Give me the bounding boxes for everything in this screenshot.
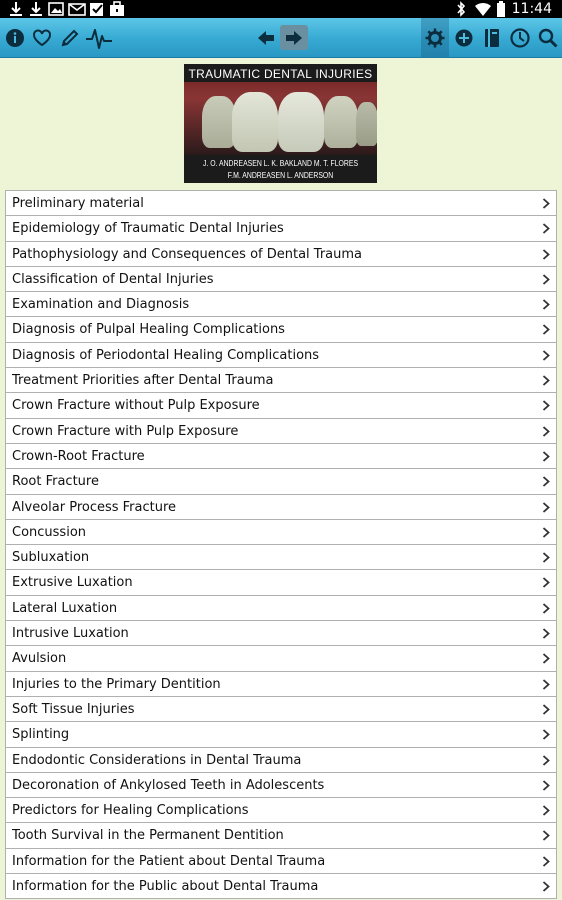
chevron-right-icon xyxy=(542,198,550,209)
settings-button[interactable] xyxy=(421,18,449,57)
chevron-right-icon xyxy=(542,299,550,310)
gear-icon xyxy=(425,28,445,48)
info-button[interactable] xyxy=(0,18,30,57)
chapter-title: Treatment Priorities after Dental Trauma xyxy=(12,373,274,389)
chevron-right-icon xyxy=(542,603,550,614)
clock-time: 11:44 xyxy=(511,1,552,17)
chapter-row[interactable] xyxy=(6,823,556,848)
download-icon xyxy=(29,1,43,17)
chapter-row[interactable] xyxy=(6,292,556,317)
chevron-right-icon xyxy=(542,704,550,715)
heart-icon xyxy=(32,29,52,47)
image-icon xyxy=(48,1,64,17)
chapter-title: Crown Fracture with Pulp Exposure xyxy=(12,423,239,439)
chapter-row[interactable] xyxy=(6,621,556,646)
back-button[interactable] xyxy=(252,25,280,50)
chapter-title: Diagnosis of Pulpal Healing Complications xyxy=(12,322,285,338)
back-arrow-icon xyxy=(257,30,275,46)
cover-photo-teeth xyxy=(184,82,377,155)
chapter-title: Diagnosis of Periodontal Healing Complications xyxy=(12,347,320,363)
chevron-right-icon xyxy=(542,223,550,234)
chapter-row[interactable] xyxy=(6,191,556,216)
chapter-title: Splinting xyxy=(12,727,70,743)
battery-icon xyxy=(496,1,506,17)
chapter-title: Examination and Diagnosis xyxy=(12,297,190,313)
chapter-row[interactable] xyxy=(6,469,556,494)
chapter-title: Alveolar Process Fracture xyxy=(12,499,177,515)
chevron-right-icon xyxy=(542,476,550,487)
cover-authors xyxy=(198,158,364,182)
download-icon xyxy=(9,1,23,17)
chapter-title: Crown-Root Fracture xyxy=(12,448,145,464)
chapter-row[interactable] xyxy=(6,570,556,595)
history-button[interactable] xyxy=(505,18,535,57)
chevron-right-icon xyxy=(542,502,550,513)
chapter-row[interactable] xyxy=(6,419,556,444)
chapter-title: Classification of Dental Injuries xyxy=(12,271,214,287)
chevron-right-icon xyxy=(542,451,550,462)
chevron-right-icon xyxy=(542,552,550,563)
chapter-title: Preliminary material xyxy=(12,196,144,211)
clock-icon xyxy=(510,28,530,48)
check-box-icon xyxy=(89,1,105,17)
chapter-row[interactable] xyxy=(6,242,556,267)
chapter-title: Information for the Patient about Dental Trauma xyxy=(12,853,326,869)
chevron-right-icon xyxy=(542,350,550,361)
chapter-title: Epidemiology of Traumatic Dental Injuries xyxy=(12,221,284,237)
chapter-title: Decoronation of Ankylosed Teeth in Adolescents xyxy=(12,777,325,793)
cover-title: TRAUMATIC DENTAL INJURIES xyxy=(188,67,373,81)
chapter-title: Crown Fracture without Pulp Exposure xyxy=(12,398,260,414)
chapter-title: Avulsion xyxy=(12,651,67,667)
chapter-title: Pathophysiology and Consequences of Dental Trauma xyxy=(12,246,363,262)
chevron-right-icon xyxy=(542,805,550,816)
chevron-right-icon xyxy=(542,324,550,335)
add-icon xyxy=(455,29,473,47)
toolbar xyxy=(0,18,562,58)
chapter-list xyxy=(5,190,557,899)
pencil-icon xyxy=(60,28,80,48)
chapter-row[interactable] xyxy=(6,697,556,722)
add-button[interactable] xyxy=(449,18,479,57)
chevron-right-icon xyxy=(542,628,550,639)
chevron-right-icon xyxy=(542,426,550,437)
favorite-button[interactable] xyxy=(27,18,57,57)
chapter-title: Intrusive Luxation xyxy=(12,626,129,642)
chapter-row[interactable] xyxy=(6,393,556,418)
chapter-row[interactable] xyxy=(6,520,556,545)
chevron-right-icon xyxy=(542,375,550,386)
chapter-title: Predictors for Healing Complications xyxy=(12,803,249,819)
chapter-row[interactable] xyxy=(6,748,556,773)
chevron-right-icon xyxy=(542,400,550,411)
chapter-row[interactable] xyxy=(6,646,556,671)
chapter-row[interactable] xyxy=(6,849,556,874)
chapter-row[interactable] xyxy=(6,545,556,570)
status-bar xyxy=(0,0,562,18)
chapter-row[interactable] xyxy=(6,596,556,621)
chevron-right-icon xyxy=(542,830,550,841)
chevron-right-icon xyxy=(542,527,550,538)
book-icon xyxy=(484,28,500,48)
chevron-right-icon xyxy=(542,729,550,740)
chapter-title: Root Fracture xyxy=(12,474,99,490)
navigation-arrows xyxy=(252,25,308,50)
chevron-right-icon xyxy=(542,249,550,260)
chapter-title: Injuries to the Primary Dentition xyxy=(12,676,221,692)
bluetooth-icon xyxy=(456,1,466,17)
chapter-title: Concussion xyxy=(12,524,87,540)
chapter-row[interactable] xyxy=(6,444,556,469)
bookmarks-button[interactable] xyxy=(477,18,507,57)
search-icon xyxy=(538,28,558,48)
chevron-right-icon xyxy=(542,653,550,664)
chapter-row[interactable] xyxy=(6,773,556,798)
chapter-title: Lateral Luxation xyxy=(12,600,118,616)
info-icon xyxy=(5,28,25,48)
chevron-right-icon xyxy=(542,577,550,588)
chevron-right-icon xyxy=(542,856,550,867)
wifi-icon xyxy=(474,1,492,17)
chevron-right-icon xyxy=(542,274,550,285)
chapter-row[interactable] xyxy=(6,672,556,697)
chapter-title: Soft Tissue Injuries xyxy=(12,701,135,717)
chapter-row[interactable] xyxy=(6,722,556,747)
chevron-right-icon xyxy=(542,881,550,892)
chevron-right-icon xyxy=(542,780,550,791)
book-cover xyxy=(184,64,377,183)
chapter-title: Extrusive Luxation xyxy=(12,575,133,591)
chapter-row[interactable] xyxy=(6,317,556,342)
search-button[interactable] xyxy=(533,18,562,57)
chevron-right-icon xyxy=(542,755,550,766)
chapter-title: Endodontic Considerations in Dental Trauma xyxy=(12,752,302,768)
pulse-icon xyxy=(85,26,113,50)
mail-icon xyxy=(68,1,86,17)
cover-authors-line2: F.M. ANDREASEN L. ANDERSON xyxy=(227,171,334,180)
briefcase-icon xyxy=(109,1,125,17)
chapter-row[interactable] xyxy=(6,368,556,393)
chapter-row[interactable] xyxy=(6,343,556,368)
chapter-row[interactable] xyxy=(6,216,556,241)
cover-authors-line1: J. O. ANDREASEN L. K. BAKLAND M. T. FLORES xyxy=(202,159,359,168)
chapter-title: Information for the Public about Dental Trauma xyxy=(12,879,319,895)
chapter-row[interactable] xyxy=(6,267,556,292)
forward-arrow-icon xyxy=(285,30,303,46)
edit-button[interactable] xyxy=(55,18,85,57)
pulse-button[interactable] xyxy=(84,18,114,57)
chapter-title: Subluxation xyxy=(12,550,90,566)
chapter-row[interactable] xyxy=(6,874,556,899)
chevron-right-icon xyxy=(542,679,550,690)
chapter-row[interactable] xyxy=(6,495,556,520)
forward-button[interactable] xyxy=(280,25,308,50)
chapter-title: Tooth Survival in the Permanent Dentition xyxy=(12,828,284,844)
chapter-row[interactable] xyxy=(6,798,556,823)
